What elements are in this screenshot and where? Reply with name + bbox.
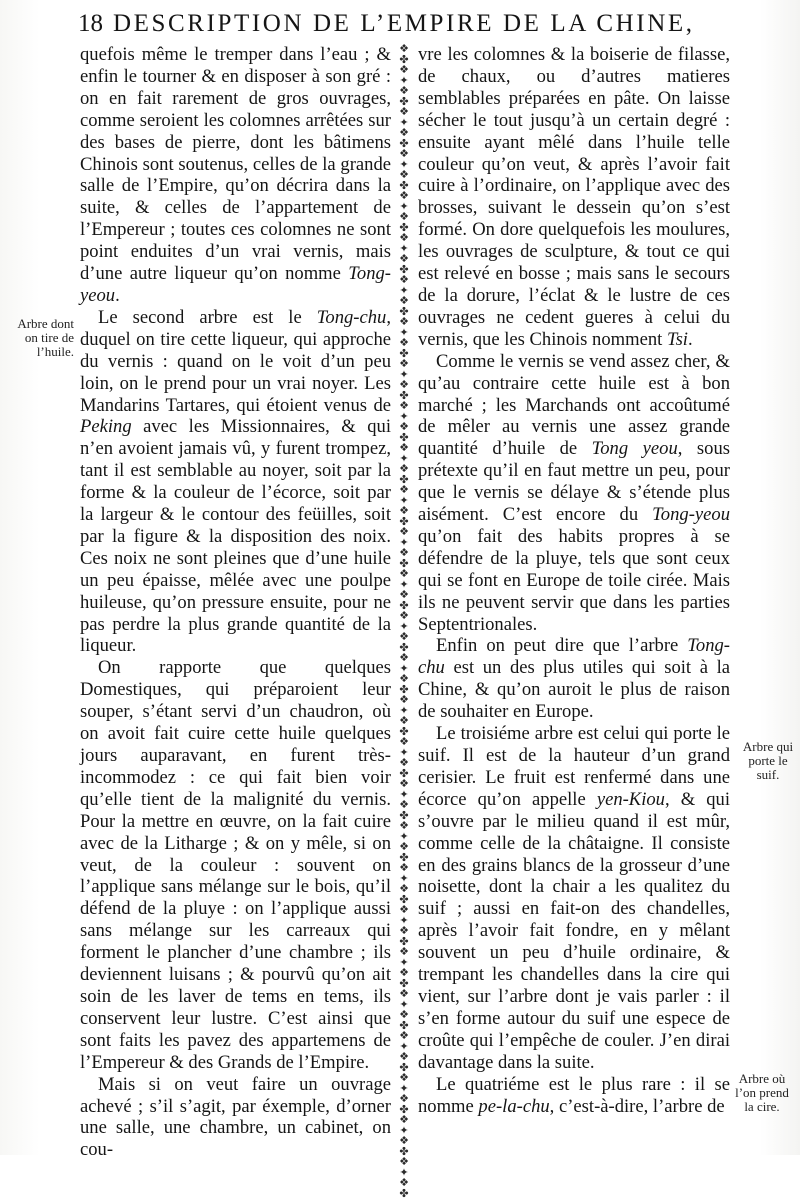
italic-term: Peking [80,416,132,438]
running-header [78,10,778,44]
italic-term: Tong-yeou [80,263,391,306]
text-run: avec les Missionnaires, & qui n’en avoient jamais vû, y furent trompez, tant il est semblable au noyer, soit par la forme & la couleur de l’écorce, soit par la largeur & le contour des feüilles, soit par la figure & la disposition des noix. Ces noix ne sont pleines que d’une huile un peu épaisse, mêlée avec une poulpe huileuse, qu’on pressure ensuite, pour ne pas perdre la plus grande quantité de la liqueur. [80,416,391,657]
text-run: . [687,328,693,350]
text-run: , sous prétexte qu’il en faut mettre un peu, pour que le vernis se délaye & s’étende plus aisément. C’est encore du [418,438,730,526]
right-column [418,44,730,1117]
ornamental-column-divider: ❖ ✤ ❖ ✦ ❖ ✤ ❖ ✦ ❖ ✤ ❖ ✦ ❖ ✤ ❖ ✦ ❖ ✤ ❖ ✦ ❖ ✤ ❖ ✦ ❖ ✤ ❖ ✦ ❖ ✤ ❖ ✦ ❖ ✤ ❖ ✦ ❖ ✤ ❖ ✦ ❖ ✤ ❖ ✦ ❖ ✤ ❖ ✦ ❖ ✤ ❖ ✦ ❖ ✤ ❖ ✦ ❖ ✤ ❖ ✦ ❖ ✤ ❖ ✦ ❖ ✤ ❖ ✦ ❖ ✤ ❖ ✦ ❖ ✤ ❖ ✦ ❖ ✤ ❖ ✦ ❖ ✤ ❖ ✦ ❖ ✤ ❖ ✦ ❖ ✤ ❖ ✦ ❖ ✤ ❖ ✦ ❖ ✤ ❖ ✦ ❖ ✤ ❖ ✦ ❖ ✤ ❖ ✦ ❖ ✤ [399,42,409,1200]
italic-term: Tong-chu [316,306,387,328]
text-run: Comme le vernis se vend assez cher, & qu’au contraire cette huile est à bon marché ; les Marchands ont accoûtumé de mêler au vernis une assez grande quantité d’huile de [418,350,730,460]
paragraph: Mais si on veut faire un ouvrage achevé ; s’il s’agit, par éxemple, d’orner une salle, une chambre, un cabinet, on cou- [80,1073,391,1161]
text-run: , c’est-à-dire, l’arbre de [549,1095,725,1117]
italic-term: pe-la-chu [478,1095,550,1117]
text-run: qu’on fait des habits propres à se défendre de la pluye, tels que sont ceux qui se font en Europe de toile cirée. Mais ils ne peuvent servir que dans les parties Septentrionales. [418,525,730,635]
paragraph [418,1074,730,1118]
text-run: , duquel on tire cette liqueur, qui approche du vernis : quand on le voit d’un peu loin, on le prend pour un vrai noyer. Les Mandarins Tartares, qui étoient venus de [80,306,391,416]
paragraph [418,635,730,723]
left-column [80,44,391,1161]
page-number: 18 [78,10,103,37]
paragraph [80,44,391,307]
margin-note-oil-tree: Arbre dont on tire de l’huile. [17,316,74,359]
italic-term: Tong-yeou [652,504,730,526]
paragraph [80,307,391,658]
text-run: Le second arbre est le [98,306,317,328]
text-run: Le quatriéme est le plus rare : il se nomme [418,1073,730,1117]
paragraph [418,723,730,1074]
text-run: , & qui s’ouvre par le milieu quand il est mûr, comme celle de la châtaigne. Il consiste en des grains blancs de la grosseur d’une noisette, dont la chair a les qualitez du suif ; aussi en fait-on des chandelles, après l’avoir fait fondre, en y mêlant souvent un peu d’huile ordinaire, & trempant les chandelles dans la cire qui vient, sur l’arbre dont je vais parler : il s’en forme autour du suif une espece de croûte qui l’empêche de couler. J’en dirai davantage dans la suite. [418,788,730,1073]
text-run: quefois même le tremper dans l’eau ; & enfin le tourner & en disposer à son gré : on en fait rarement de gros ouvrages, comme seroient les colomnes arrêtées sur des bases de pierre, dont les bâtimens Chinois sont soutenus, celles de la grande salle de l’Empire, qu’on décrira dans la suite, & celles de l’appartement de l’Empereur ; toutes ces colomnes ne sont point enduites d’un vrai vernis, mais d’une autre liqueur qu’on nomme [80,44,391,285]
text-run: vre les colomnes & la boiserie de filasse, de chaux, ou d’autres matieres semblables préparées en pâte. On laisse sécher le tout jusqu’à un certain degré : ensuite ayant mêlé dans l’huile telle couleur qu’on veut, & après l’avoir fait cuire à l’ordinaire, on l’applique avec des brosses, suivant le dessein qu’on s’est formé. On dore quelquefois les moulures, les ouvrages de sculpture, & tout ce qui est relevé en bosse ; mais sans le secours de la dorure, l’éclat & le lustre de ces ouvrages ne cedent gueres à celui du vernis, que les Chinois nomment [418,44,730,350]
paragraph [418,44,730,351]
margin-note-wax-tree: Arbre où l’on prend la cire. [735,1071,789,1114]
italic-term: Tsi [666,328,688,350]
margin-note-tallow-tree: Arbre qui porte le suif. [742,739,794,782]
text-run: Le troisiéme arbre est celui qui porte le suif. Il est de la hauteur d’un grand cerisier. Le fruit est renfermé dans une écorce qu’on appelle [418,723,730,810]
paragraph [418,351,730,636]
text-run: . [115,284,120,306]
italic-term: yen-Kiou [596,788,665,810]
text-run: Enfin on peut dire que l’arbre [436,635,688,657]
text-run: est un des plus utiles qui soit à la Chine, & qu’on auroit le plus de raison de souhaiter en Europe. [418,657,730,723]
italic-term: Tong yeou [591,438,678,460]
italic-term: Tong-chu [418,635,730,679]
paragraph: On rapporte que quelques Domestiques, qui préparoient leur souper, s’étant servi d’un chaudron, où on avoit fait cuire cette huile quelques jours auparavant, en furent très-incommodez : ce qui fait bien voir qu’elle tient de la malignité du vernis. Pour la mettre en œuvre, on la fait cuire avec de la Litharge ; & on y mêle, si on veut, de la couleur : souvent on l’applique sans mélange sur le bois, qu’il défend de la pluye : on l’applique aussi sans mélange sur les carreaux qui forment le plancher d’une chambre ; ils deviennent luisans ; & pourvû qu’on ait soin de les laver de tems en tems, ils conservent leur lustre. C’est ainsi que sont faits les pavez des appartemens de l’Empereur & des Grands de l’Empire. [80,657,391,1073]
running-title: DESCRIPTION DE L’EMPIRE DE LA CHINE, [113,10,695,37]
